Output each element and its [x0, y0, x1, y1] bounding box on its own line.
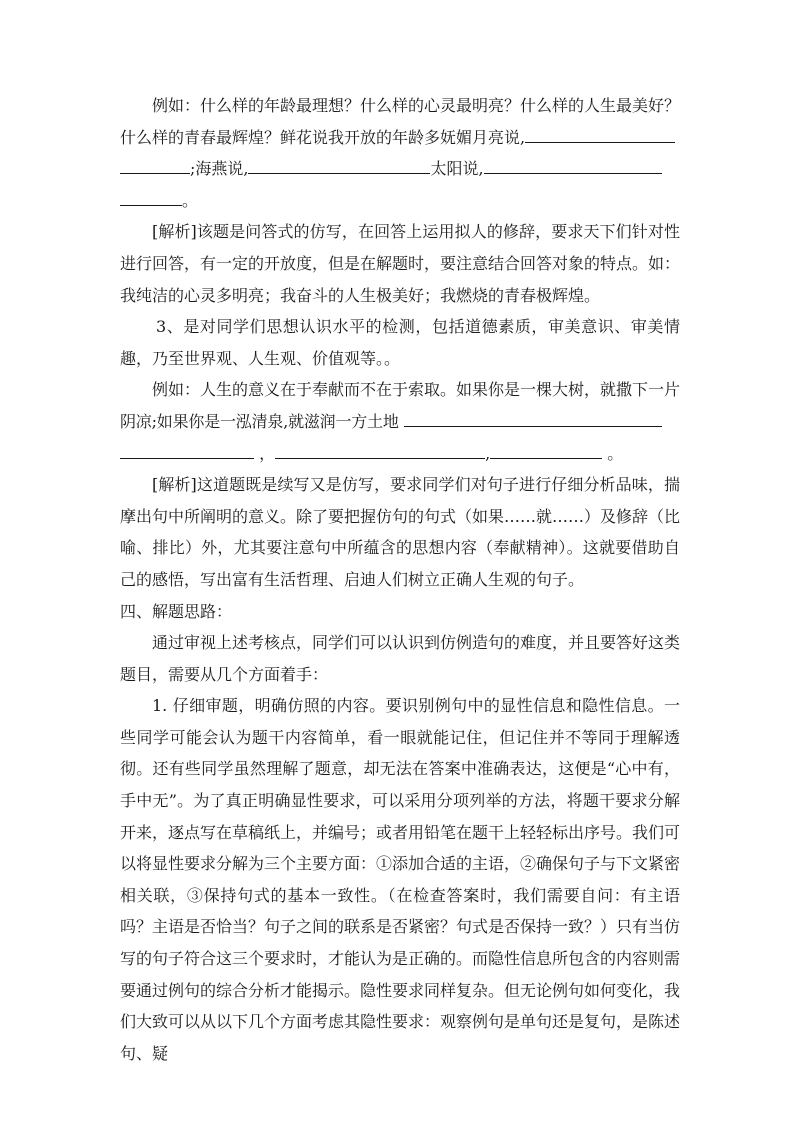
- answer-blank[interactable]: [525, 124, 675, 143]
- answer-blank[interactable]: [120, 187, 182, 206]
- example-2-end: 。: [607, 443, 624, 463]
- example-2-line-2: [120, 406, 680, 438]
- example-2-comma-1: ，: [259, 443, 276, 463]
- analysis-2: [解析]这道题既是续写又是仿写，要求同学们对句子进行仔细分析品味，揣摩出句中所阐明的意义。除了要把握仿句的句式（如果……就……）及修辞（比喻、排比）外，尤其要注意句中所蕴含的思想内容（奉献精神）。这就要借助自己的感悟，写出富有生活哲理、启迪人们树立正确人生观的句子。: [120, 475, 681, 589]
- example-1-line-2-text: 什么样的青春最辉煌？鲜花说我开放的年龄多妩媚月亮说,: [120, 127, 526, 147]
- point-3: 3、是对同学们思想认识水平的检测，包括道德素质，审美意识、审美情趣，乃至世界观、人生观、价值观等。。: [120, 317, 680, 368]
- example-1-line-4: [120, 185, 680, 217]
- example-2: [120, 374, 680, 469]
- intro-paragraph: 通过审视上述考核点，同学们可以认识到仿例造句的难度，并且要答好这类题目，需要从几个方面着手：: [120, 633, 681, 684]
- example-2-line-2-text: 阴凉;如果你是一泓清泉,就滋润一方土地: [120, 411, 399, 431]
- example-1-line-3-b: 太阳说,: [430, 159, 484, 179]
- answer-blank[interactable]: [120, 440, 254, 459]
- answer-blank[interactable]: [490, 440, 602, 459]
- answer-blank[interactable]: [484, 155, 662, 174]
- example-1-line-3: [120, 153, 680, 185]
- example-1-line-2: [120, 122, 680, 154]
- document-page: [120, 90, 680, 1069]
- section-4-heading: 四、解题思路：: [120, 601, 233, 621]
- example-1: [120, 90, 680, 216]
- step-1-paragraph: 1. 仔细审题，明确仿照的内容。要识别例句中的显性信息和隐性信息。一些同学可能会认为题干内容简单，看一眼就能记住，但记住并不等同于理解透彻。还有些同学虽然理解了题意，却无法在答案中准确表达，这便是“心中有，手中无”。为了真正明确显性要求，可以采用分项列举的方法，将题干要求分解开来，逐点写在草稿纸上，并编号；或者用铅笔在题干上轻轻标出序号。我们可以将显性要求分解为三个主要方面：①添加合适的主语，②确保句子与下文紧密相关联，③保持句式的基本一致性。（在检查答案时，我们需要自问：有主语吗？主语是否恰当？句子之间的联系是否紧密？句式是否保持一致？）只有当仿写的句子符合这三个要求时，才能认为是正确的。而隐性信息所包含的内容则需要通过例句的综合分析才能揭示。隐性要求同样复杂。但无论例句如何变化，我们大致可以从以下几个方面考虑其隐性要求：观察例句是单句还是复句，是陈述句、疑: [120, 696, 681, 1063]
- example-1-line-1: 例如：什么样的年龄最理想？什么样的心灵最明亮？什么样的人生最美好？: [152, 96, 681, 115]
- answer-blank[interactable]: [120, 155, 190, 174]
- example-2-comma-2: ,: [485, 443, 491, 463]
- example-1-line-3-a: ;海燕说,: [190, 159, 249, 179]
- answer-blank[interactable]: [404, 408, 662, 427]
- answer-blank[interactable]: [248, 155, 430, 174]
- answer-blank[interactable]: [275, 440, 485, 459]
- example-1-line-4-end: 。: [182, 190, 199, 210]
- analysis-1: [解析]该题是问答式的仿写，在回答上运用拟人的修辞，要求天下们针对性进行回答，有一定的开放度，但是在解题时，要注意结合回答对象的特点。如：我纯洁的心灵多明亮；我奋斗的人生极美好；我燃烧的青春极辉煌。: [120, 222, 681, 305]
- example-2-line-1: 例如：人生的意义在于奉献而不在于索取。如果你是一棵大树，就撒下一片: [152, 380, 681, 400]
- example-2-line-3: [120, 438, 680, 470]
